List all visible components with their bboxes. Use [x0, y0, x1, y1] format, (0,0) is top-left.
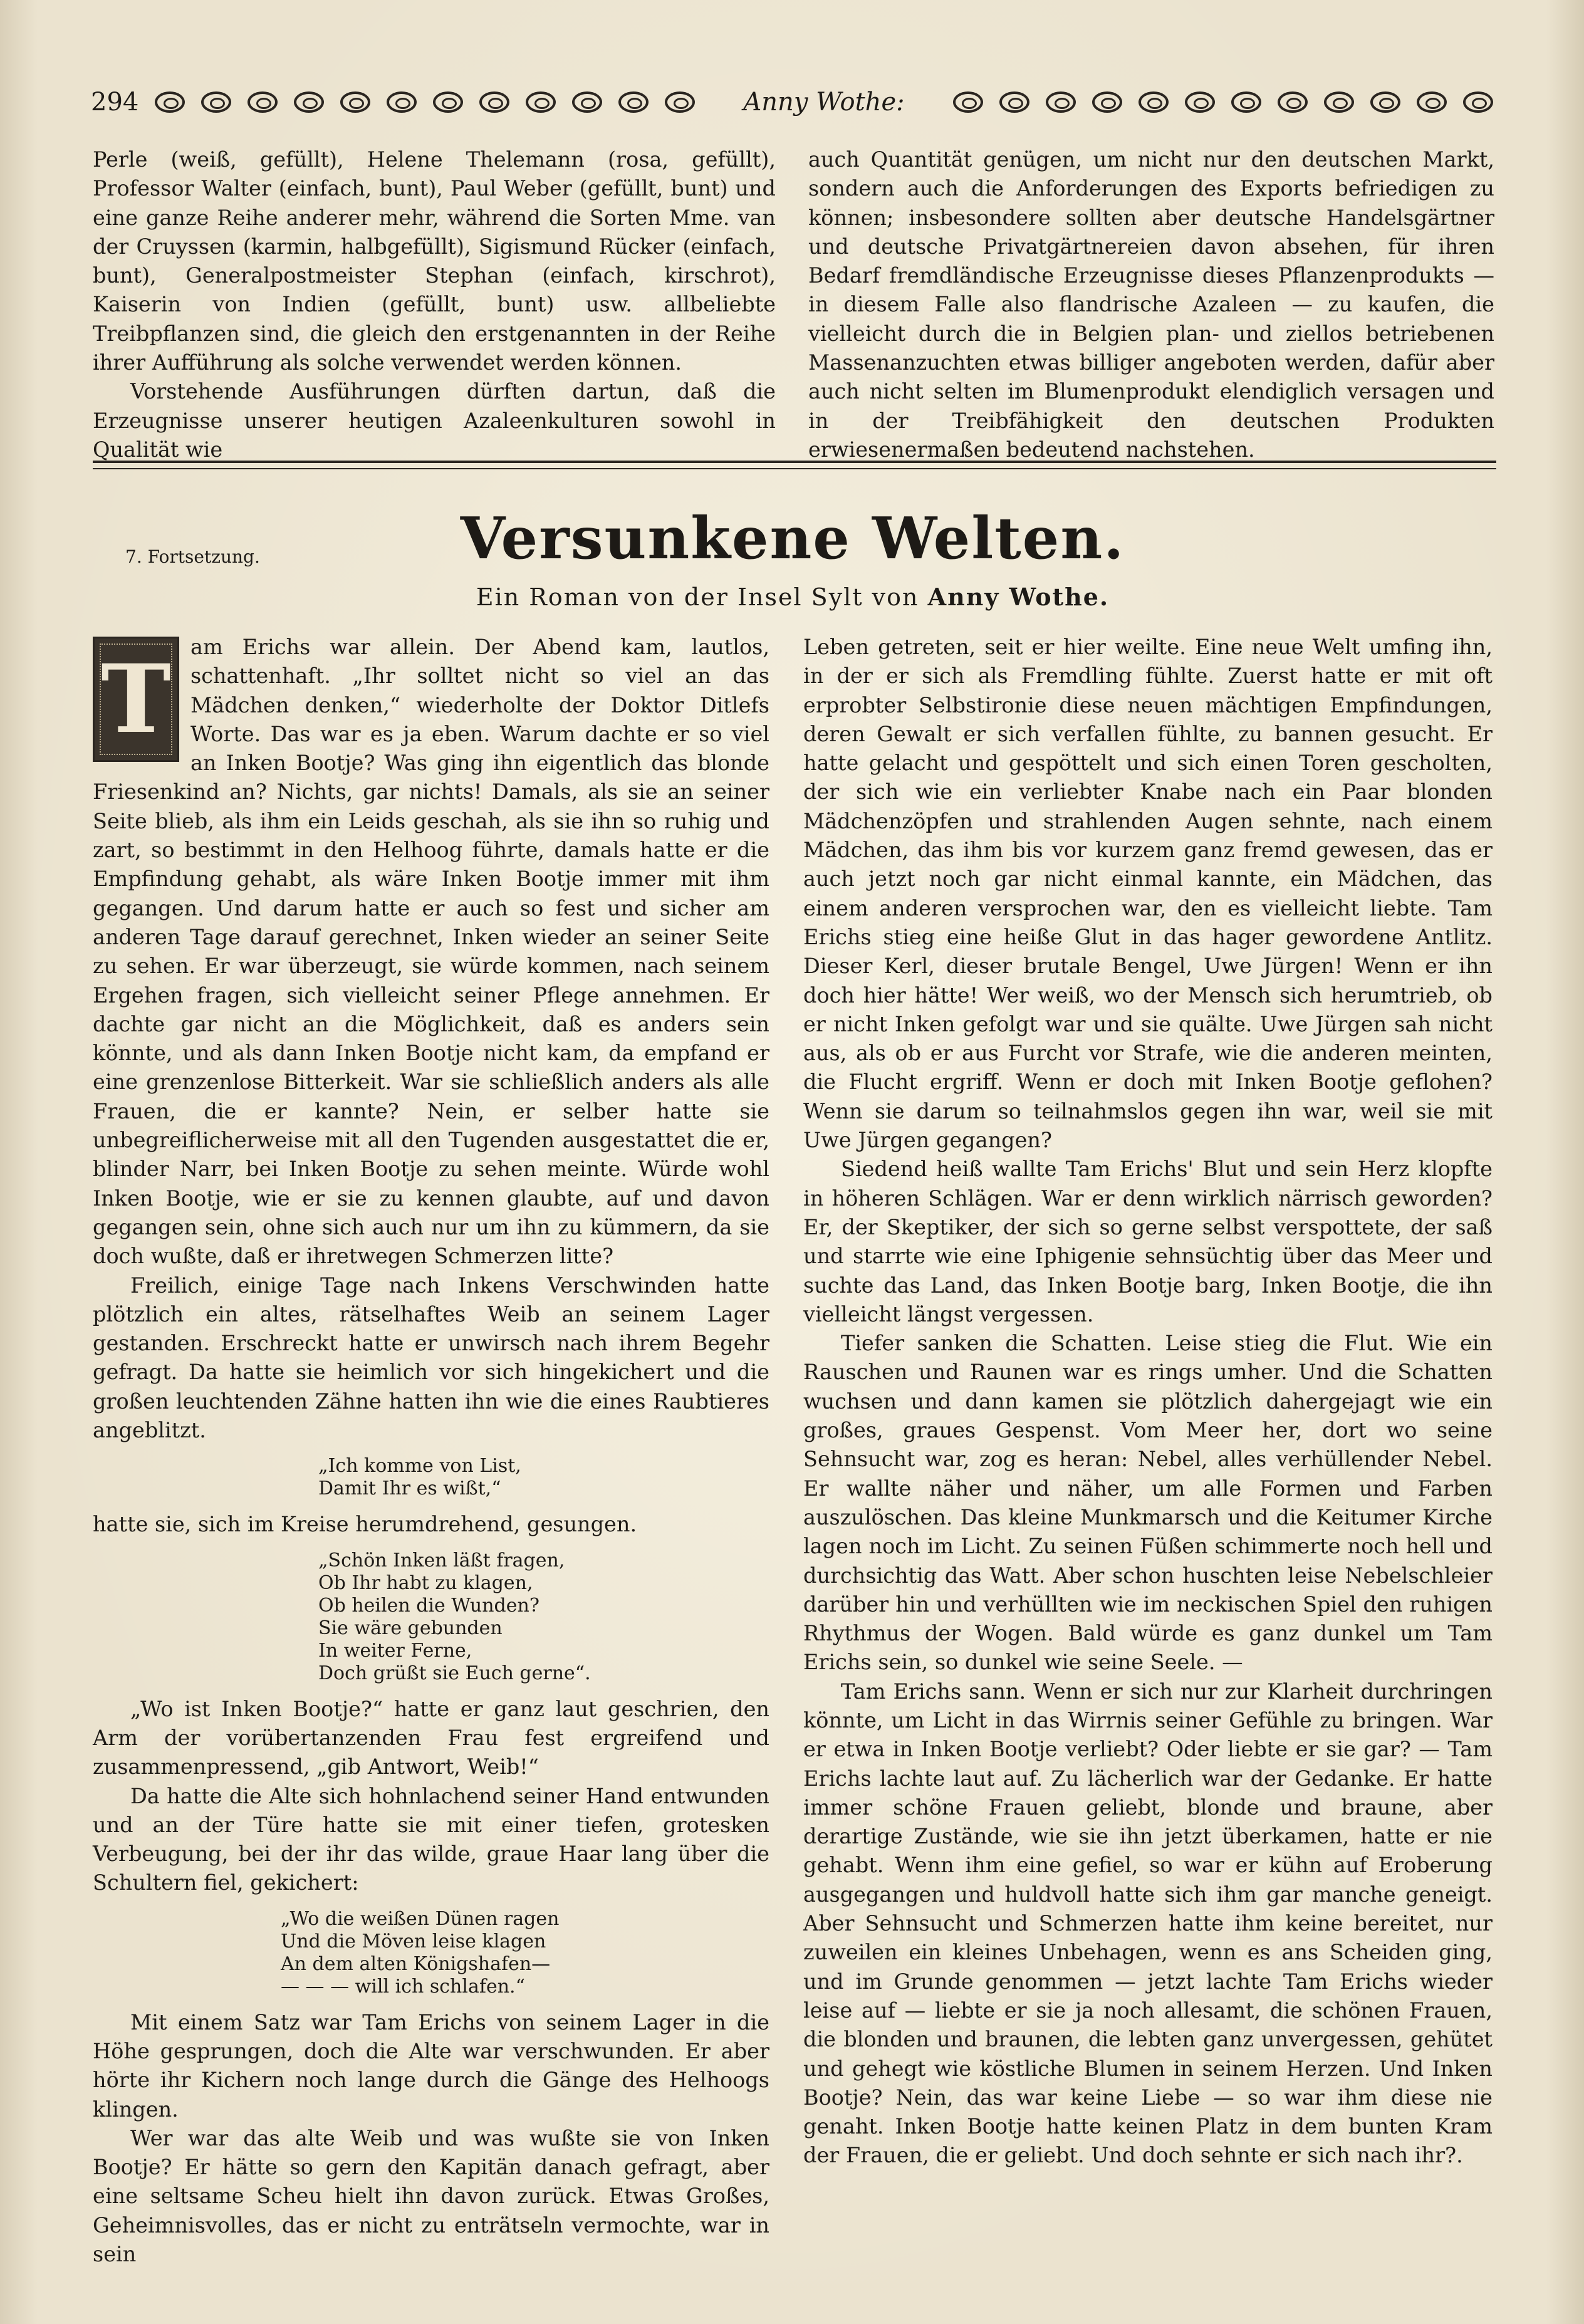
ornamental-initial: T	[93, 637, 179, 762]
verse-line: Ob Ihr habt zu klagen,	[318, 1571, 533, 1594]
scroll-ornament-icon	[999, 91, 1029, 113]
azalea-article-right-column	[808, 145, 1494, 464]
paragraph: Wer war das alte Weib und was wußte sie von Inken Bootje? Er hätte so gern den Kapitän danach gefragt, aber eine seltsame Scheu hielt ihn davon zurück. Etwas Großes, Geheimnisvolles, das er nicht zu enträtseln vermochte, war in sein	[93, 2125, 769, 2267]
scroll-ornament-icon	[155, 91, 185, 113]
paragraph: Freilich, einige Tage nach Inkens Verschwinden hatte plötzlich ein altes, rätselhaftes Weib an seinem Lager gestanden. Erschreckt hatte er unwirsch nach ihrem Begehr gefragt. Da hatte sie heimlich vor sich hingekichert und die großen leuchtenden Zähne hatten ihn wie die eines Raubtieres angeblitzt.	[93, 1273, 769, 1443]
installment-label: 7. Fortsetzung.	[125, 546, 260, 567]
header-ornament-band	[147, 88, 1501, 117]
scroll-ornament-icon	[1092, 91, 1122, 113]
verse-line: Und die Möven leise klagen	[281, 1930, 546, 1952]
verse-line: Damit Ihr es wißt,“	[318, 1477, 501, 1500]
story-subtitle	[376, 583, 1209, 611]
paragraph: Vorstehende Ausführungen dürften dartun, daß die Erzeugnisse unserer heutigen Azaleenkulturen sowohl in Qualität wie	[93, 379, 776, 462]
verse-line: Doch grüßt sie Euch gerne“.	[318, 1662, 591, 1684]
scroll-ornament-icon	[433, 91, 463, 113]
scroll-ornament-icon	[1185, 91, 1215, 113]
verse-line: „Ich komme von List,	[318, 1455, 521, 1477]
verse-line: Sie wäre gebunden	[318, 1617, 503, 1639]
paragraph: Tiefer sanken die Schatten. Leise stieg die Flut. Wie ein Rauschen und Raunen war es rings umher. Und die Schatten wuchsen und dann kamen sie plötzlich dahergejagt wie ein großes, graues Gespenst. Vom Meer her, dort wo seine Sehnsucht war, zog es heran: Nebel, alles verhüllender Nebel. Er wallte näher und näher, um alle Formen und Farben auszulöschen. Das kleine Munkmarsch und die Keitumer Kirche lagen noch im Licht. Zu seinen Füßen schimmerte noch hell und durchsichtig das Watt. Aber schon huschten leise Nebelschleier darüber hin und verhüllten wie im neckischen Spiel den ruhigen Rhythmus der Wogen. Bald würde es ganz dunkel um Tam Erichs sein, so dunkel wie seine Seele. —	[803, 1331, 1493, 1675]
verse-block	[93, 1550, 769, 1685]
paragraph: hatte sie, sich im Kreise herumdrehend, gesungen.	[93, 1512, 637, 1537]
story-left-column	[93, 633, 769, 2269]
verse-line: „Schön Inken läßt fragen,	[318, 1549, 565, 1571]
story-title: Versunkene Welten.	[460, 504, 1125, 572]
page-number: 294	[91, 88, 139, 117]
verse-line: An dem alten Königshafen—	[281, 1952, 551, 1975]
verse-line: — — — will ich schlafen.“	[281, 1975, 525, 1998]
running-head	[91, 80, 1501, 124]
scroll-ornament-icon	[1417, 91, 1447, 113]
running-head-author: Anny Wothe:	[743, 88, 905, 117]
verse-block	[93, 1908, 769, 1998]
scroll-ornament-icon	[1046, 91, 1076, 113]
paragraph: Siedend heiß wallte Tam Erichs' Blut und sein Herz klopfte in höheren Schlägen. War er denn wirklich närrisch geworden? Er, der Skeptiker, der sich so gerne selbst verspottete, der saß und starrte wie eine Iphigenie sehnsüchtig über das Meer und suchte das Land, das Inken Bootje barg, Inken Bootje, die ihn vielleicht längst vergessen.	[803, 1157, 1493, 1326]
scroll-ornament-icon	[1463, 91, 1493, 113]
paragraph: Da hatte die Alte sich hohnlachend seiner Hand entwunden und an der Türe hatte sie mit einer tiefen, grotesken Verbeugung, bei der ihr das wilde, graue Haar lang über die Schultern fiel, gekichert:	[93, 1783, 769, 1895]
scroll-ornament-icon	[1231, 91, 1261, 113]
scroll-ornament-icon	[665, 91, 695, 113]
scroll-ornament-icon	[340, 91, 370, 113]
paragraph: Perle (weiß, gefüllt), Helene Thelemann (rosa, gefüllt), Professor Walter (einfach, bunt), Paul Weber (gefüllt, bunt) und eine ganze Reihe anderer mehr, während die Sorten Mme. van der Cruyssen (karmin, halbgefüllt), Sigismund Rücker (einfach, bunt), Generalpostmeister Stephan (einfach, kirschrot), Kaiserin von Indien (gefüllt, bunt) usw. allbeliebte Treibpflanzen sind, die gleich den erstgenannten in der Reihe ihrer Aufführung als solche verwendet werden können.	[93, 147, 776, 375]
scroll-ornament-icon	[248, 91, 278, 113]
paragraph: Leben getreten, seit er hier weilte. Eine neue Welt umfing ihn, in der er sich als Fremdling fühlte. Zuerst hatte er mit oft erprobter Selbstironie diese neuen mächtigen Empfindungen, deren Gewalt er sich verfallen fühlte, zu bannen gesucht. Er hatte gelacht und gespöttelt und sich einen Toren gescholten, der sich wie ein verliebter Knabe nach ein Paar blonden Mädchenzöpfen und strahlenden Augen sehnte, nach einem Mädchen, das ihm bis vor kurzem ganz fremd gewesen, das er auch jetzt noch gar nicht einmal kannte, ein Mädchen, das einem anderen versprochen war, den es vielleicht liebte. Tam Erichs stieg eine heiße Glut in das hager gewordene Antlitz. Dieser Kerl, dieser brutale Bengel, Uwe Jürgen! Wenn er ihn doch hier hätte! Wer weiß, wo der Mensch sich herumtrieb, ob er nicht Inken gefolgt war und sie quälte. Uwe Jürgen sah nicht aus, als ob er aus Furcht vor Strafe, wie die anderen meinten, die Flucht ergriff. Wenn er doch mit Inken Bootje geflohen? Wenn sie darum so teilnahmslos gegen ihn war, weil sie mit Uwe Jürgen gegangen?	[803, 635, 1493, 1153]
section-divider	[93, 461, 1496, 469]
story-right-column	[803, 633, 1493, 2170]
azalea-article-left-column	[93, 145, 776, 464]
scroll-ornament-icon	[1370, 91, 1400, 113]
paragraph: Mit einem Satz war Tam Erichs von seinem Lager in die Höhe gesprungen, doch die Alte war verschwunden. Er aber hörte ihr Kichern noch lange durch die Gänge des Helhoogs klingen.	[93, 2009, 769, 2122]
scroll-ornament-icon	[479, 91, 509, 113]
scroll-ornament-icon	[1324, 91, 1354, 113]
paragraph: Tam Erichs sann. Wenn er sich nur zur Klarheit durchringen könnte, um Licht in das Wirrnis seiner Gefühle zu bringen. War er etwa in Inken Bootje verliebt? Oder liebte er sie gar? — Tam Erichs lachte laut auf. Zu lächerlich war der Gedanke. Er hatte immer schöne Frauen geliebt, blonde und braune, aber derartige Zustände, wie sie ihn jetzt überkamen, hatte er nie gehabt. Wenn ihm eine gefiel, so war er kühn auf Eroberung ausgegangen und huldvoll hatte sich ihm gar manche geneigt. Aber Sehnsucht und Schmerzen hatte ihm keine bereitet, nur zuweilen ein kleines Unbehagen, wenn es ans Scheiden ging, und im Grunde genommen — jetzt lachte Tam Erichs wieder leise auf — liebte er sie ja noch allesamt, die schönen Frauen, die blonden und braunen, die lebten ganz unvergessen, gehütet und gehegt wie köstliche Blumen in seinem Herzen. Und Inken Bootje? Nein, das war keine Liebe — so war ihm diese nie genaht. Inken Bootje hatte keinen Platz in dem bunten Kram der Frauen, die er geliebt. Und doch sehnte er sich nach ihr?.	[803, 1679, 1493, 2168]
verse-line: In weiter Ferne,	[318, 1639, 472, 1662]
scroll-ornament-icon	[1278, 91, 1308, 113]
verse-line: „Wo die weißen Dünen ragen	[281, 1907, 560, 1930]
paragraph: „Wo ist Inken Bootje?“ hatte er ganz laut geschrien, den Arm der vorübertanzenden Frau fest ergreifend und zusammenpressend, „gib Antwort, Weib!“	[93, 1696, 769, 1779]
opening-paragraph	[93, 633, 769, 1271]
scroll-ornament-icon	[618, 91, 649, 113]
scroll-ornament-icon	[526, 91, 556, 113]
scroll-ornament-icon	[1138, 91, 1169, 113]
opening-text: am Erichs war allein. Der Abend kam, lautlos, schattenhaft. „Ihr solltet nicht so viel an das Mädchen denken,“ wiederholte der Doktor Ditlefs Worte. Das war es ja eben. Warum dachte er so viel an Inken Bootje? Was ging ihn eigentlich das blonde Friesenkind an? Nichts, gar nichts! Damals, als sie an seiner Seite blieb, als ihm ein Leids geschah, als sie ihn so ruhig und zart, so bestimmt in den Helhoog führte, damals hatte er die Empfindung gehabt, als wäre Inken Bootje immer mit ihm gegangen. Und darum hatte er auch so fest und sicher am anderen Tage darauf gerechnet, Inken wieder an seiner Seite zu sehen. Er war überzeugt, sie würde kommen, nach seinem Ergehen fragen, sich vielleicht seiner Pflege annehmen. Er dachte gar nicht an die Möglichkeit, daß es anders sein könnte, und als dann Inken Bootje nicht kam, da empfand er eine grenzenlose Bitterkeit. War sie schließlich anders als alle Frauen, die er kannte? Nein, er selber hatte sie unbegreiflicherweise mit all den Tugenden ausgestattet die er, blinder Narr, bei Inken Bootje zu sehen meinte. Würde wohl Inken Bootje, wie er sie zu kennen glaubte, auf und davon gegangen sein, ohne sich auch nur um ihn zu kümmern, da sie doch wußte, daß er ihretwegen Schmerzen litte?	[93, 635, 769, 1269]
scroll-ornament-icon	[294, 91, 324, 113]
paragraph: auch Quantität genügen, um nicht nur den deutschen Markt, sondern auch die Anforderungen des Exports befriedigen zu können; insbesondere sollten aber deutsche Handelsgärtner und deutsche Privatgärtnereien davon absehen, für ihren Bedarf fremdländische Erzeugnisse dieses Pflanzenprodukts — in diesem Falle also flandrische Azaleen — zu kaufen, die vielleicht durch die in Belgien plan- und ziellos betriebenen Massenanzuchten etwas billiger angeboten werden, dafür aber auch nicht selten im Blumenprodukt elendiglich versagen und in der Treibfähigkeit den deutschen Produkten erwiesenermaßen bedeutend nachstehen.	[808, 147, 1494, 462]
verse-block	[93, 1455, 769, 1500]
ornament-group-right	[953, 91, 1493, 113]
ornament-group-left	[155, 91, 695, 113]
scroll-ornament-icon	[572, 91, 602, 113]
scroll-ornament-icon	[953, 91, 983, 113]
scroll-ornament-icon	[201, 91, 231, 113]
subtitle-author: Anny Wothe.	[927, 583, 1110, 611]
subtitle-text: Ein Roman von der Insel Sylt von	[476, 583, 919, 611]
verse-line: Ob heilen die Wunden?	[318, 1594, 539, 1617]
scroll-ornament-icon	[387, 91, 417, 113]
